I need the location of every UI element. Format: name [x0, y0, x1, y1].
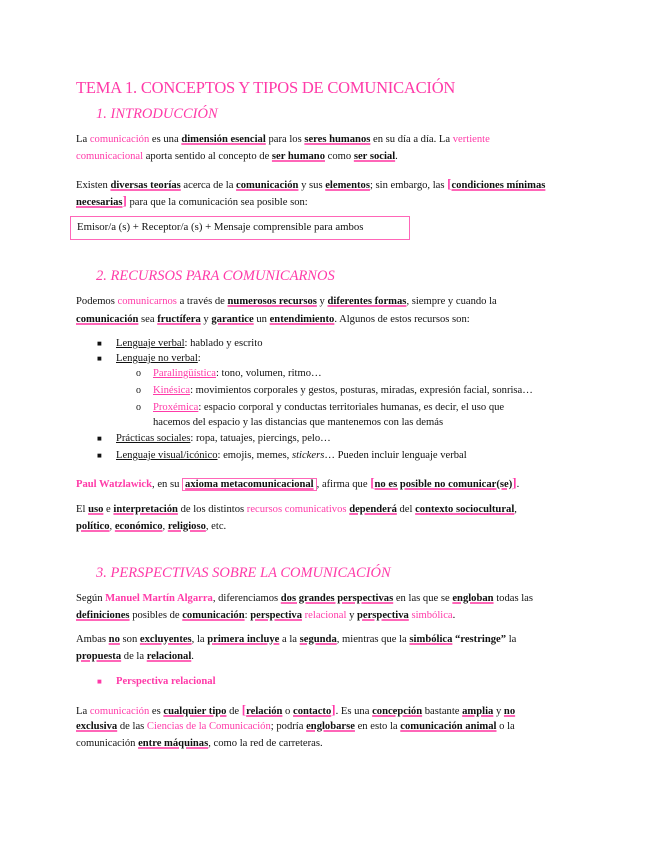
- paragraph-line: comunicación entre máquinas, como la red de carreteras.: [76, 738, 323, 749]
- paragraph-line: político, económico, religioso, etc.: [76, 521, 227, 532]
- page-title: TEMA 1. CONCEPTOS Y TIPOS DE COMUNICACIÓN: [76, 78, 456, 97]
- paragraph-line: Según Manuel Martín Algarra, diferenciamos dos grandes perspectivas en las que se engloban todas las: [76, 593, 533, 604]
- paragraph-line: Existen diversas teorías acerca de la comunicación y sus elementos; sin embargo, las [condiciones mínimas: [76, 176, 546, 191]
- list-item: Lenguaje no verbal:: [116, 353, 201, 364]
- formula-text: Emisor/a (s) + Receptor/a (s) + Mensaje comprensible para ambos: [77, 221, 364, 233]
- bullet-square-icon: ■: [97, 451, 102, 460]
- section-heading-introduccion: 1. INTRODUCCIÓN: [96, 106, 218, 122]
- list-subitem-continuation: hacemos del espacio y las distancias que mantenemos con las demás: [153, 417, 444, 428]
- paragraph-line: El uso e interpretación de los distintos recursos comunicativos dependerá del contexto sociocultural,: [76, 504, 517, 515]
- list-item: Lenguaje visual/icónico: emojis, memes, stickers… Pueden incluir lenguaje verbal: [116, 450, 467, 461]
- list-subitem: Kinésica: movimientos corporales y gestos, posturas, miradas, expresión facial, sonrisa…: [153, 385, 533, 396]
- paragraph-line: necesarias] para que la comunicación sea posible son:: [76, 193, 308, 208]
- subsection-heading: Perspectiva relacional: [116, 676, 216, 687]
- section-heading-recursos: 2. RECURSOS PARA COMUNICARNOS: [96, 268, 335, 284]
- bullet-circle-icon: o: [136, 368, 141, 379]
- bullet-square-icon: ■: [97, 677, 102, 686]
- formula-box: [70, 216, 410, 240]
- list-subitem: Paralingüística: tono, volumen, ritmo…: [153, 368, 322, 379]
- list-item: Lenguaje verbal: hablado y escrito: [116, 338, 263, 349]
- paragraph-line: Podemos comunicarnos a través de numerosos recursos y diferentes formas, siempre y cuando la: [76, 296, 497, 307]
- bullet-circle-icon: o: [136, 402, 141, 413]
- section-heading-perspectivas: 3. PERSPECTIVAS SOBRE LA COMUNICACIÓN: [96, 565, 391, 581]
- bullet-square-icon: ■: [97, 354, 102, 363]
- list-item: Prácticas sociales: ropa, tatuajes, piercings, pelo…: [116, 433, 331, 444]
- paragraph-line: comunicacional aporta sentido al concepto de ser humano como ser social.: [76, 151, 398, 162]
- bullet-square-icon: ■: [97, 339, 102, 348]
- paragraph-line: La comunicación es una dimensión esencial para los seres humanos en su día a día. La vertiente: [76, 134, 490, 145]
- paragraph-line: La comunicación es cualquier tipo de [relación o contacto]. Es una concepción bastante amplia y no: [76, 702, 516, 717]
- paragraph-line: Ambas no son excluyentes, la primera incluye a la segunda, mientras que la simbólica “restringe” la: [76, 634, 517, 645]
- paragraph-line: definiciones posibles de comunicación: perspectiva relacional y perspectiva simbólica.: [76, 610, 456, 621]
- paragraph-line: exclusiva de las Ciencias de la Comunicación; podría englobarse en esto la comunicación animal o la: [76, 721, 515, 732]
- bullet-square-icon: ■: [97, 434, 102, 443]
- bullet-circle-icon: o: [136, 385, 141, 396]
- paragraph-line: Paul Watzlawick, en su axioma metacomunicacional , afirma que [no es posible no comunicar(se)].: [76, 475, 520, 490]
- paragraph-line: comunicación sea fructífera y garantice un entendimiento. Algunos de estos recursos son:: [76, 314, 470, 325]
- paragraph-line: propuesta de la relacional.: [76, 651, 194, 662]
- list-subitem: Proxémica: espacio corporal y conductas territoriales humanas, es decir, el uso que: [153, 402, 505, 413]
